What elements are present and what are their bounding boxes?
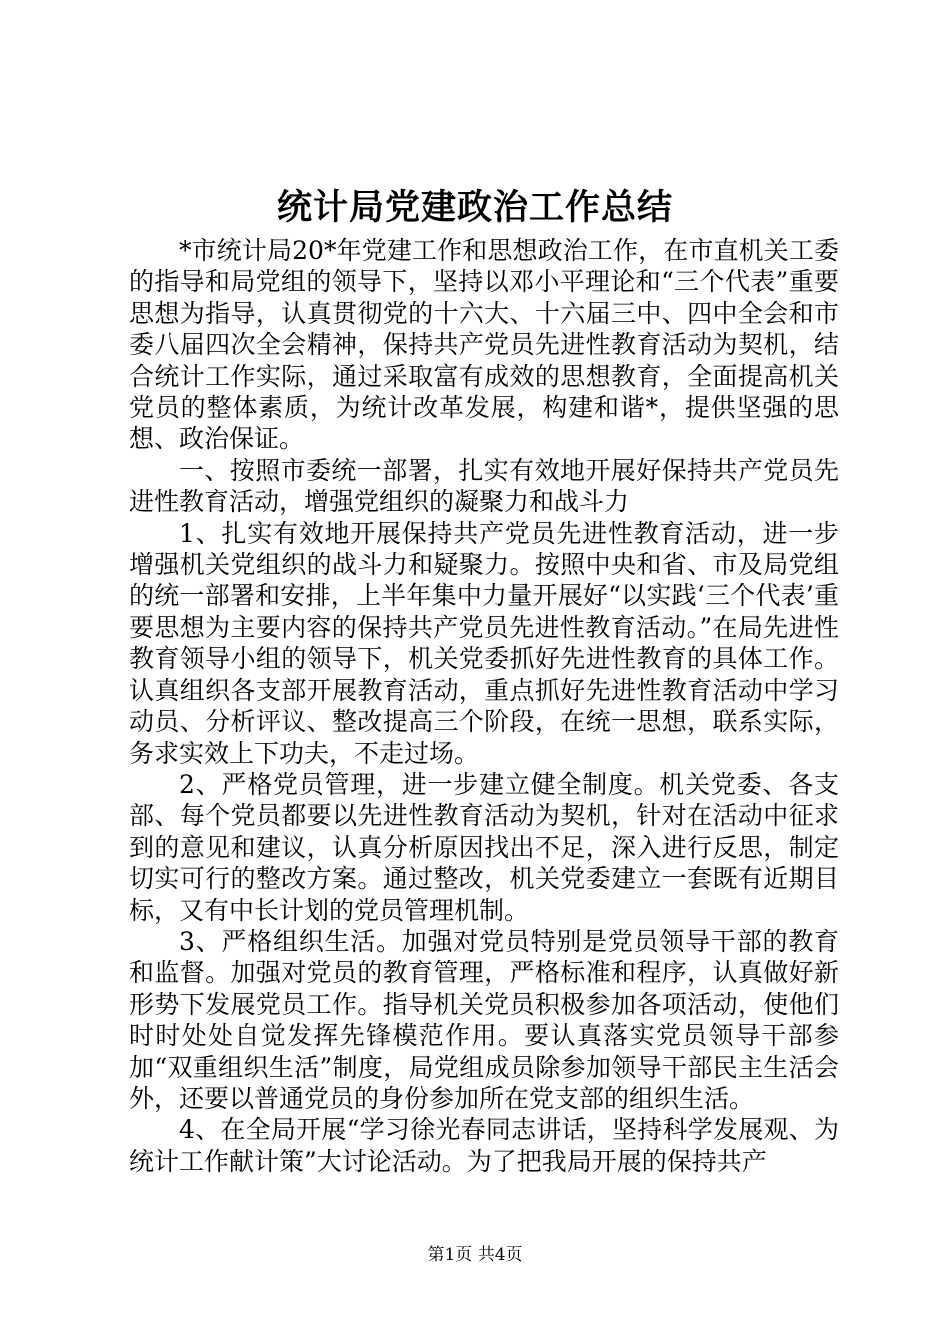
document-title: 统计局党建政治工作总结 xyxy=(276,187,673,228)
document-body xyxy=(129,235,839,1177)
intro-paragraph: *市统计局20*年党建工作和思想政治工作，在市直机关工委的指导和局党组的领导下，坚持以邓小平理论和“三个代表”重要思想为指导，认真贯彻党的十六大、十六届三中、四中全会和市委八届四次全会精神，保持共产党员先进性教育活动为契机，结合统计工作实际，通过采取富有成效的思想教育，全面提高机关党员的整体素质，为统计改革发展，构建和谐*，提供坚强的思想、政治保证。 xyxy=(129,236,839,454)
item-paragraph-4: 4、在全局开展“学习徐光春同志讲话，坚持科学发展观、为统计工作献计策”大讨论活动。为了把我局开展的保持共产 xyxy=(129,1115,839,1176)
item-paragraph-1: 1、扎实有效地开展保持共产党员先进性教育活动，进一步增强机关党组织的战斗力和疑聚力。按照中央和省、市及局党组的统一部署和安排，上半年集中力量开展好“以实践‘三个代表’重要思想为主要内容的保持共产党员先进性教育活动。”在局先进性教育领导小组的领导下，机关党委抓好先进性教育的具体工作。认真组织各支部开展教育活动，重点抓好先进性教育活动中学习动员、分析评议、整改提高三个阶段，在统一思想，联系实际，务求实效上下功夫，不走过场。 xyxy=(129,518,839,768)
item-paragraph-3: 3、严格组织生活。加强对党员特别是党员领导干部的教育和监督。加强对党员的教育管理，严格标准和程序，认真做好新形势下发展党员工作。指导机关党员积极参加各项活动，使他们时时处处自觉发挥先锋模范作用。要认真落实党员领导干部参加“双重组织生活”制度，局党组成员除参加领导干部民主生活会外，还要以普通党员的身份参加所在党支部的组织生活。 xyxy=(129,926,839,1113)
page-number-footer: 第1页 共4页 xyxy=(427,1245,523,1265)
item-paragraph-2: 2、严格党员管理，进一步建立健全制度。机关党委、各支部、每个党员都要以先进性教育活动为契机，针对在活动中征求到的意见和建议，认真分析原因找出不足，深入进行反思，制定切实可行的整改方案。通过整改，机关党委建立一套既有近期目标，又有中长计划的党员管理机制。 xyxy=(129,769,839,925)
section-heading-1: 一、按照市委统一部署，扎实有效地开展好保持共产党员先进性教育活动，增强党组织的凝聚力和战斗力 xyxy=(129,455,839,517)
